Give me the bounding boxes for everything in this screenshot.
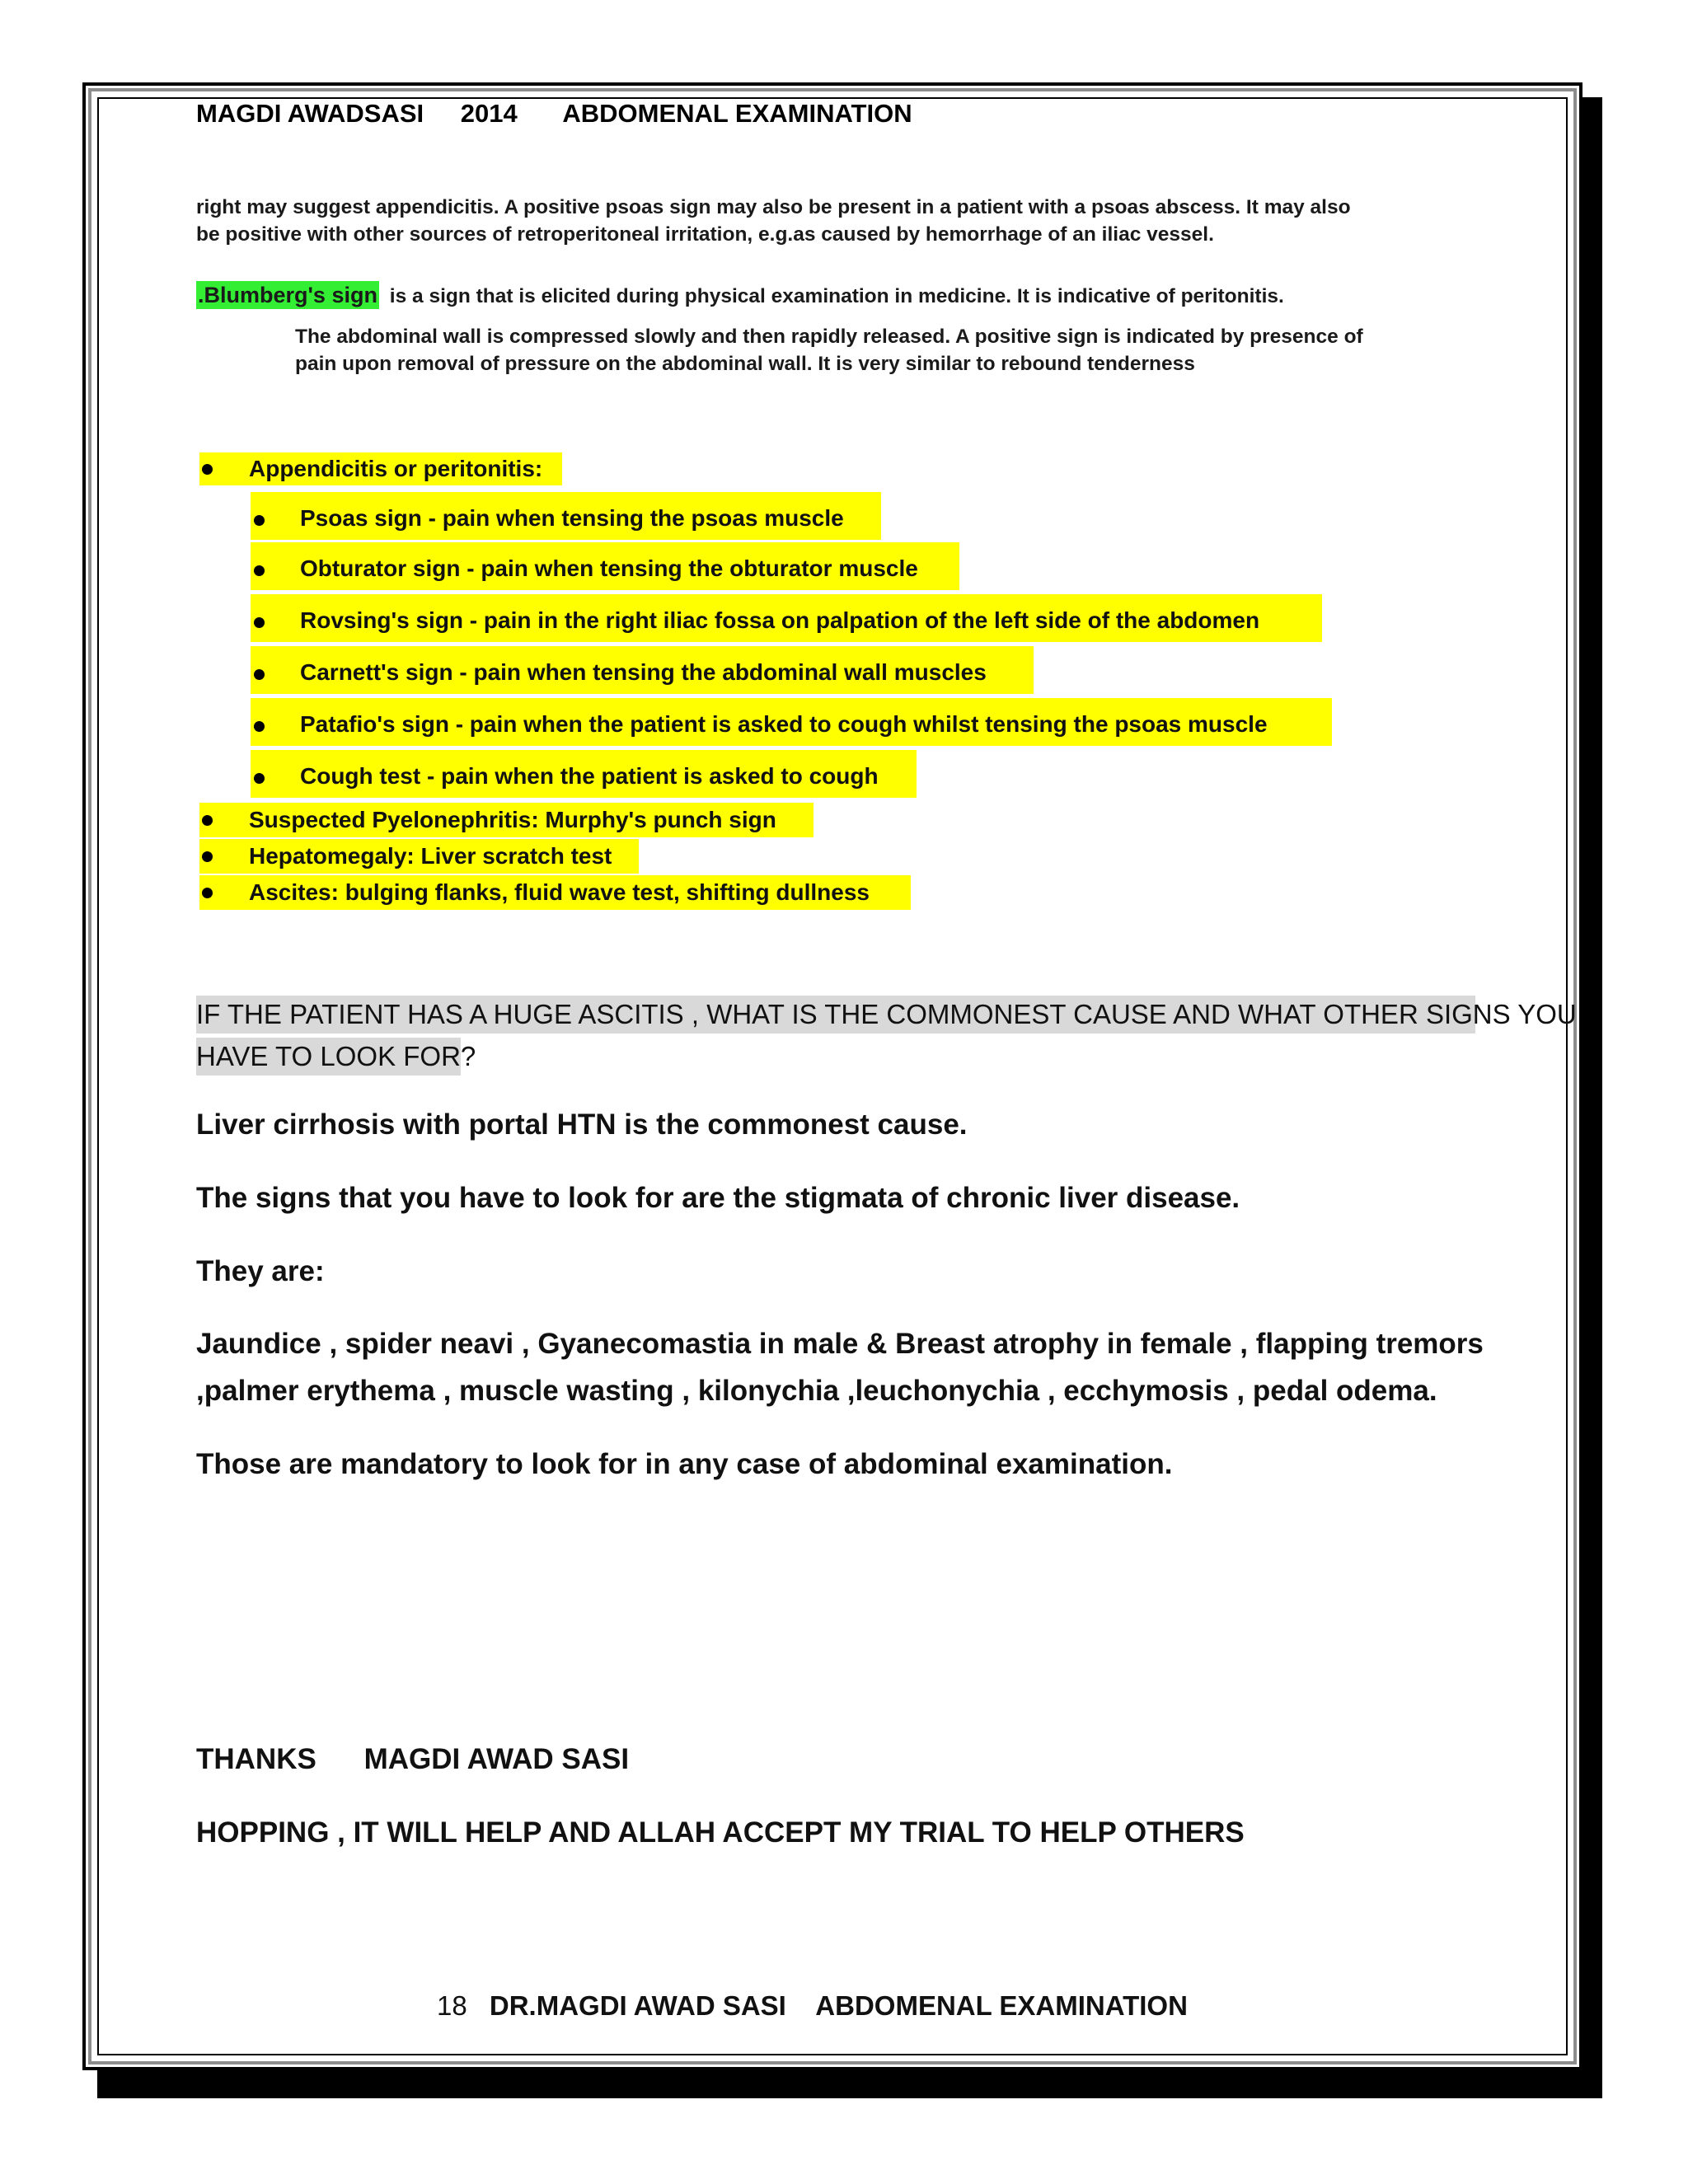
list-item-pyelonephritis <box>199 803 814 837</box>
list-item-label: Hepatomegaly: Liver scratch test <box>249 843 612 869</box>
list-item-rovsing <box>251 594 1322 642</box>
answer-signs-line1: Jaundice , spider neavi , Gyanecomastia in male & Breast atrophy in female , flapping tremors <box>196 1328 1484 1360</box>
page-footer <box>437 1990 1188 2022</box>
list-item-label: Suspected Pyelonephritis: Murphy's punch sign <box>249 807 776 832</box>
bullet-icon <box>254 565 265 576</box>
bullet-icon <box>254 773 265 784</box>
question-mark: ? <box>460 1041 476 1071</box>
list-item-psoas <box>251 492 881 540</box>
answer-mandatory: Those are mandatory to look for in any case of abdominal examination. <box>196 1448 1173 1480</box>
header-title: ABDOMENAL EXAMINATION <box>562 99 912 128</box>
answer-commonest-cause: Liver cirrhosis with portal HTN is the commonest cause. <box>196 1108 968 1141</box>
list-item-label: Cough test - pain when the patient is asked to cough <box>300 763 879 789</box>
list-item-obturator <box>251 542 959 590</box>
list-item-hepatomegaly <box>199 839 639 874</box>
bullet-icon <box>202 464 213 475</box>
blumberg-rest: is a sign that is elicited during physical examination in medicine. It is indicative of peritonitis. <box>389 285 1284 307</box>
closing-thanks-line <box>196 1743 629 1776</box>
header-year: 2014 <box>460 99 518 128</box>
list-item-label: Rovsing's sign - pain in the right iliac fossa on palpation of the left side of the abdomen <box>300 607 1260 633</box>
question-line2 <box>196 1038 476 1076</box>
blumberg-detail-line1: The abdominal wall is compressed slowly and then rapidly released. A positive sign is indicated by presence of <box>295 326 1363 348</box>
page-header <box>196 99 912 129</box>
blumberg-detail-line2: pain upon removal of pressure on the abdominal wall. It is very similar to rebound tenderness <box>295 353 1195 375</box>
bullet-icon <box>202 815 213 826</box>
list-item-cough-test <box>251 750 917 798</box>
closing-hope: HOPPING , IT WILL HELP AND ALLAH ACCEPT MY TRIAL TO HELP OTHERS <box>196 1816 1245 1849</box>
list-item-label: Carnett's sign - pain when tensing the abdominal wall muscles <box>300 659 987 685</box>
psoas-paragraph-line1: right may suggest appendicitis. A positive psoas sign may also be present in a patient with a psoas abscess. It may also <box>196 196 1351 218</box>
blumberg-line <box>196 282 1284 310</box>
list-item-label: Ascites: bulging flanks, fluid wave test, shifting dullness <box>249 879 870 905</box>
header-author: MAGDI AWADSASI <box>196 99 424 128</box>
closing-name: MAGDI AWAD SASI <box>363 1743 630 1775</box>
footer-text: DR.MAGDI AWAD SASI ABDOMENAL EXAMINATION <box>489 1990 1188 2021</box>
list-item-ascites <box>199 875 911 910</box>
question-line2-highlight: HAVE TO LOOK FOR <box>196 1038 461 1076</box>
list-item-carnett <box>251 646 1034 694</box>
answer-stigmata: The signs that you have to look for are the stigmata of chronic liver disease. <box>196 1182 1240 1214</box>
list-item-label: Patafio's sign - pain when the patient is asked to cough whilst tensing the psoas muscle <box>300 711 1268 737</box>
list-item-label: Appendicitis or peritonitis: <box>249 456 543 481</box>
psoas-paragraph-line2: be positive with other sources of retroperitoneal irritation, e.g.as caused by hemorrhage of an iliac vessel. <box>196 223 1214 246</box>
bullet-icon <box>254 515 265 526</box>
bullet-icon <box>254 721 265 732</box>
list-item-patafio <box>251 698 1332 746</box>
bullet-icon <box>254 617 265 628</box>
answer-they-are: They are: <box>196 1255 325 1287</box>
list-item-label: Psoas sign - pain when tensing the psoas muscle <box>300 505 844 531</box>
closing-thanks: THANKS <box>196 1743 316 1775</box>
bullet-icon <box>202 888 213 898</box>
question-line1: IF THE PATIENT HAS A HUGE ASCITIS , WHAT IS THE COMMONEST CAUSE AND WHAT OTHER SIGNS YOU <box>196 996 1475 1033</box>
answer-signs-line2: ,palmer erythema , muscle wasting , kilonychia ,leuchonychia , ecchymosis , pedal odema. <box>196 1375 1437 1407</box>
blumberg-term: .Blumberg's sign <box>198 283 377 307</box>
list-item-label: Obturator sign - pain when tensing the obturator muscle <box>300 555 918 581</box>
list-item-appendicitis <box>199 452 562 485</box>
bullet-icon <box>254 669 265 680</box>
page-number: 18 <box>437 1990 467 2021</box>
bullet-icon <box>202 851 213 862</box>
